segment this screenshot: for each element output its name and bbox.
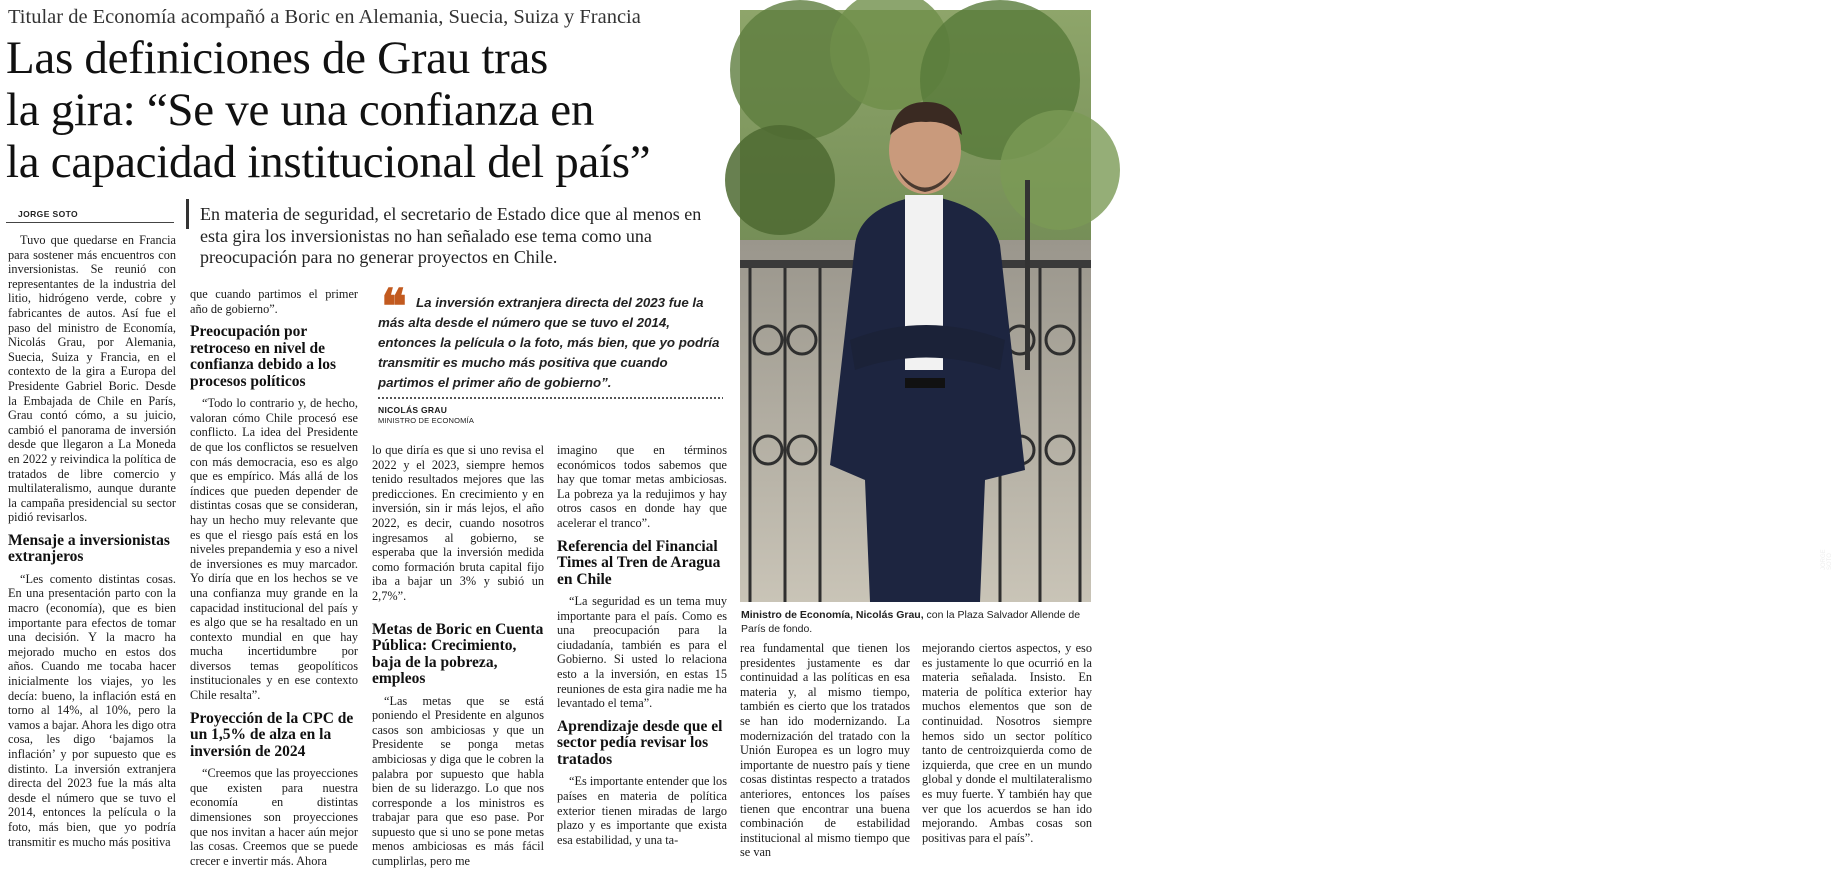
- photo: [740, 10, 1833, 602]
- byline-divider: [6, 222, 174, 223]
- paragraph: “Creemos que las proyecciones que existen para nuestra economía en distintas dimensiones son proyecciones que nos invitan a hacer aún mejor las cosas. Creemos que se puede crecer e invertir más. Ahora: [190, 766, 358, 868]
- subheading: Metas de Boric en Cuenta Pública: Crecimiento, baja de la pobreza, empleos: [372, 620, 544, 688]
- kicker: Titular de Economía acompañó a Boric en Alemania, Suecia, Suiza y Francia: [8, 6, 641, 28]
- subheading: Proyección de la CPC de un 1,5% de alza en la inversión de 2024: [190, 709, 354, 760]
- paragraph: mejorando ciertos aspectos, y eso es justamente lo que ocurrió en la materia señalada. Insisto. En materia de política exterior hay muchos elementos que son de continuidad. Nosotros siempre hemos sido un sector político tanto de centroizquierda como de izquierda, que cree en un mundo global y donde el multilateralismo es muy fuerte. Y también hay que ver que los acuerdos se han ido mejorando. Ambas cosas son positivas para el país”.: [922, 641, 1092, 845]
- photo-credit: JORGE SOTO: [1821, 549, 1833, 570]
- subheading: Preocupación por retroceso en nivel de confianza debido a los procesos políticos: [190, 323, 336, 390]
- paragraph: “Todo lo contrario y, de hecho, valoran cómo Chile procesó ese conflicto. La idea del Presidente de que los conflictos se resuelven con más democracia, eso es algo que es empírico. Más allá de los índices que pueden depender de distintas cosas que se consideran, hay un hecho muy relevante que es que el riesgo país está en los niveles prepandemia y eso a nivel de inversiones es muy marcador. Yo diría que en los hechos se ve una confianza muy grande en la capacidad institucional del país y es algo que se ha resaltado en un contexto mundial en que hay mucha incertidumbre por diversos temas geopolíticos institucionales y en ese contexto Chile resalta”.: [190, 396, 358, 703]
- pull-quote-name: NICOLÁS GRAU: [378, 405, 448, 415]
- column-6: [922, 641, 1092, 845]
- pull-quote-role: MINISTRO DE ECONOMÍA: [378, 416, 475, 425]
- pull-quote-divider: [378, 397, 723, 399]
- paragraph: “Las metas que se está poniendo el Presidente en algunos casos son ambiciosas y que un Presidente se ponga metas ambiciosas y diga que le cobren la palabra por supuesto que habla bien de su liderazgo. Lo que nos corresponde a los ministros es trabajar para que eso pase. Por supuesto que si uno se pone metas menos ambiciosas es más fácil cumplirlas, pero me: [372, 693, 544, 869]
- paragraph: “La seguridad es un tema muy importante para el país. Como es una preocupación para la ciudadanía, también es para el Gobierno. Si usted lo relaciona esto a la inversión, en estas 15 reuniones de esta gira nadie me ha levantado el tema”.: [557, 594, 727, 711]
- paragraph: rea fundamental que tienen los presidentes justamente es dar continuidad a las políticas en esa materia y, al mismo tiempo, también es cierto que los tratados se han ido modernizando. La modernización del tratado con la Unión Europea es un logro muy importante de nuestro país y tiene cosas distintas respecto a tratados anteriores, entonces los países tienen que encontrar una buena combinación de estabilidad institucional al mismo tiempo que se van: [740, 641, 910, 860]
- subheading: Aprendizaje desde que el sector pedía revisar los tratados: [557, 717, 723, 768]
- headline-line: Las definiciones de Grau tras: [6, 32, 549, 84]
- pull-quote-text: La inversión extranjera directa del 2023 fue la más alta desde el número que se tuvo el 2014, entonces la película o la foto, más bien, que yo podría transmitir es mucho más positiva que cuando partimos el primer año de gobierno”.: [378, 295, 720, 390]
- quote-mark-icon: ❝: [381, 281, 407, 334]
- subheading: Mensaje a inversionistas extranjeros: [8, 531, 170, 566]
- caption-text: con la Plaza Salvador Allende de París de fondo.: [741, 609, 1081, 635]
- headline-line: la gira: “Se ve una confianza en: [6, 84, 595, 136]
- column-2: [190, 287, 358, 868]
- paragraph: imagino que en términos económicos todos sabemos que hay que tomar metas ambiciosas. La pobreza ya la redujimos y hay otros casos en donde hay que acelerar el tranco”.: [557, 443, 727, 530]
- paragraph: Tuvo que quedarse en Francia para sostener más encuentros con inversionistas. Se reunió con representantes de la industria del litio, hidrógeno verde, cobre y fabricantes de autos. Así fue el paso del ministro de Economía, Nicolás Grau, por Alemania, Suecia, Suiza y Francia, en el contexto de la gira a Europa del Presidente Gabriel Boric. Desde la Embajada de Chile en París, Grau contó cómo, a su juicio, cambió el panorama de inversión desde que llegaron a La Moneda en 2022 y reivindica la política de tratados de libre comercio y multilateralismo, aunque durante la campaña presidencial su sector pidió revisarlos.: [8, 233, 176, 525]
- paragraph: “Es importante entender que los países en materia de política exterior tienen miradas de largo plazo y es importante que exista esa estabilidad, y una ta-: [557, 774, 727, 847]
- column-5: [740, 641, 910, 860]
- deck-bar: [186, 199, 189, 229]
- photo-illustration: [740, 10, 1091, 602]
- paragraph: lo que diría es que si uno revisa el 2022 y el 2023, siempre hemos tenido resultados mejores que las predicciones. En crecimiento y en inversión, sin ir más lejos, el año 2022, es decir, cuando nosotros ingresamos al gobierno, se esperaba que la inversión medida como formación bruta capital fijo iba a bajar un 3% y subió un 2,7%”.: [372, 443, 544, 603]
- pull-quote: [378, 293, 723, 393]
- deck: En materia de seguridad, el secretario de Estado dice que al menos en esta gira los inversionistas no han señalado ese tema como una preocupación para no generar proyectos en Chile.: [200, 204, 702, 267]
- paragraph: que cuando partimos el primer año de gobierno”.: [190, 287, 358, 316]
- headline: [6, 32, 726, 188]
- subheading: Referencia del Financial Times al Tren de Aragua en Chile: [557, 537, 721, 588]
- column-4: [557, 443, 727, 845]
- byline: JORGE SOTO: [18, 209, 79, 219]
- headline-line: la capacidad institucional del país”: [6, 136, 651, 188]
- paragraph: “Les comento distintas cosas. En una presentación parto con la macro (economía), que es bien importante para efectos de tomar una decisión. Y la macro ha mejorado mucho en estos dos años. Cuando me tocaba hacer inicialmente los viajes, yo les decía: bueno, la inflación está en torno al 14%, al 10%, pero la vamos a bajar. Ahora les digo otra cosa, les digo ‘bajamos la inflación’ y por supuesto que es distinto. La inversión extranjera directa del 2023 fue la más alta desde el número que se tuvo el 2014, entonces la película o la foto, más bien, que yo podría transmitir es mucho más positiva: [8, 571, 176, 849]
- column-3: [372, 443, 544, 869]
- caption-bold: Ministro de Economía, Nicolás Grau,: [741, 609, 924, 621]
- column-1: [8, 233, 176, 849]
- photo-caption: [741, 608, 1096, 636]
